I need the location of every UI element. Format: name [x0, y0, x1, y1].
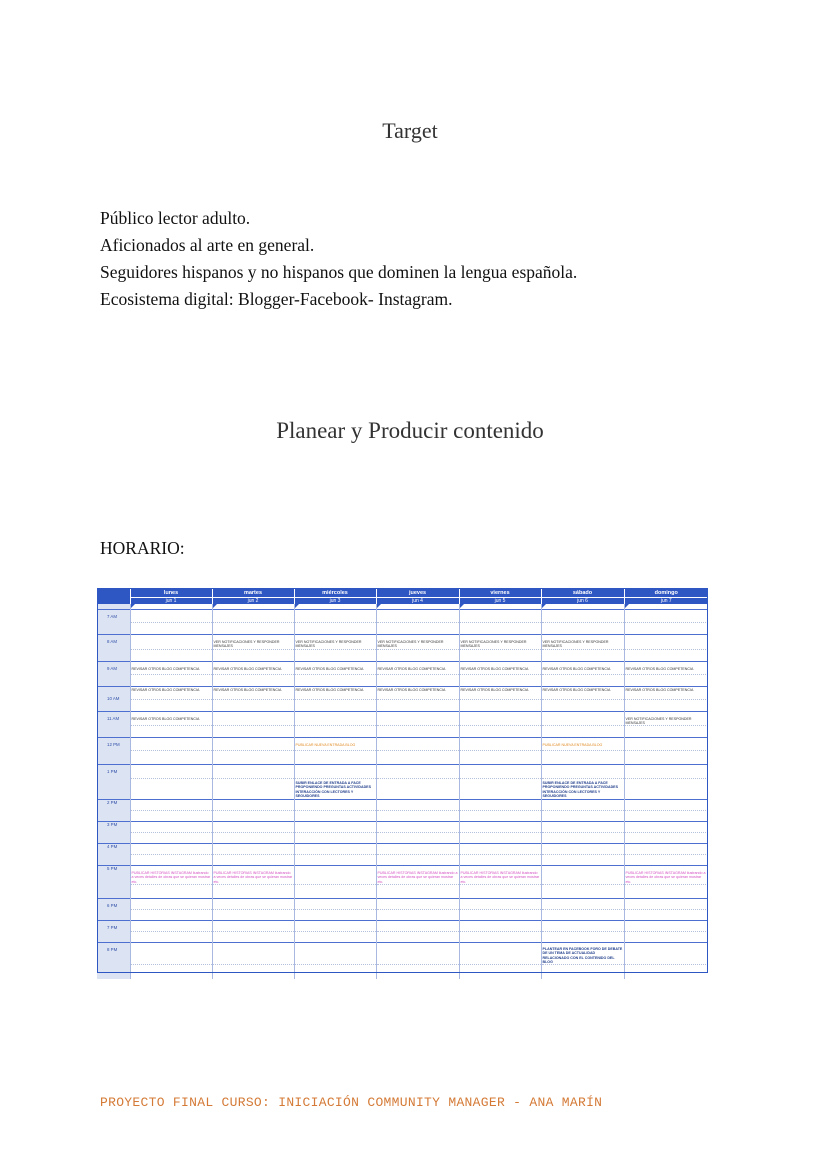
event-cell[interactable]: REVISAR OTROS BLOG COMPETENCIA	[130, 711, 212, 726]
schedule-corner	[97, 588, 130, 604]
event-cell[interactable]: REVISAR OTROS BLOG COMPETENCIA	[624, 686, 708, 699]
event-cell[interactable]: REVISAR OTROS BLOG COMPETENCIA	[376, 686, 459, 699]
event-cell[interactable]: SUBIR ENLACE DE ENTRADA A FACE PROPONIENDO PREGUNTAS ACTIVIDADES INTERACCIÓN CON LECTORES Y SEGUIDORES	[294, 779, 376, 800]
event-cell[interactable]: SUBIR ENLACE DE ENTRADA A FACE PROPONIENDO PREGUNTAS ACTIVIDADES INTERACCIÓN CON LECTORES Y SEGUIDORES	[541, 779, 624, 800]
event-cell[interactable]: REVISAR OTROS BLOG COMPETENCIA	[212, 686, 294, 699]
event-cell[interactable]: REVISAR OTROS BLOG COMPETENCIA	[541, 661, 624, 674]
time-label: 4 PM	[97, 844, 130, 866]
target-description	[100, 205, 577, 313]
date-header: jun 5	[459, 598, 541, 605]
event-cell[interactable]: REVISAR OTROS BLOG COMPETENCIA	[212, 661, 294, 674]
day-header: lunes	[130, 588, 212, 598]
time-label: 9 AM	[97, 661, 130, 686]
day-header: martes	[212, 588, 294, 598]
event-cell[interactable]: PUBLICAR HISTORIAS INSTAGRAM ilustrando a veces detalles de obras que se quieran mostrar etc.	[459, 866, 541, 885]
time-label: 1 PM	[97, 765, 130, 800]
time-label: 2 PM	[97, 800, 130, 822]
event-cell[interactable]: REVISAR OTROS BLOG COMPETENCIA	[459, 686, 541, 699]
time-label: 3 PM	[97, 822, 130, 844]
target-line: Público lector adulto.	[100, 208, 251, 228]
event-cell[interactable]: REVISAR OTROS BLOG COMPETENCIA	[130, 686, 212, 699]
target-line: Ecosistema digital: Blogger-Facebook- Instagram.	[100, 289, 453, 309]
event-cell[interactable]: PUBLICAR HISTORIAS INSTAGRAM ilustrando a veces detalles de obras que se quieran mostrar etc.	[624, 866, 708, 885]
day-header: jueves	[376, 588, 459, 598]
plan-title: Planear y Producir contenido	[276, 418, 544, 443]
event-cell[interactable]: VER NOTIFICACIONES Y RESPONDER MENSAJES	[624, 711, 708, 726]
event-cell[interactable]: VER NOTIFICACIONES Y RESPONDER MENSAJES	[541, 635, 624, 650]
footer: PROYECTO FINAL CURSO: INICIACIÓN COMMUNITY MANAGER - ANA MARÍN	[100, 1095, 603, 1110]
date-header: jun 3	[294, 598, 376, 605]
time-label: 11 AM	[97, 711, 130, 738]
date-header: jun 6	[541, 598, 624, 605]
time-label: 10 AM	[97, 686, 130, 711]
event-cell[interactable]: REVISAR OTROS BLOG COMPETENCIA	[459, 661, 541, 674]
event-cell[interactable]: REVISAR OTROS BLOG COMPETENCIA	[130, 661, 212, 674]
day-header: miércoles	[294, 588, 376, 598]
date-header: jun 7	[624, 598, 708, 605]
event-cell[interactable]: PUBLICAR NUEVA ENTRADA BLOG	[541, 738, 624, 751]
date-header: jun 2	[212, 598, 294, 605]
time-label: 7 AM	[97, 610, 130, 635]
date-header: jun 1	[130, 598, 212, 605]
day-header: sábado	[541, 588, 624, 598]
event-cell[interactable]: VER NOTIFICACIONES Y RESPONDER MENSAJES	[212, 635, 294, 650]
time-label: 5 PM	[97, 866, 130, 899]
target-line: Seguidores hispanos y no hispanos que dominen la lengua española.	[100, 262, 578, 282]
target-title: Target	[382, 118, 438, 143]
time-label: 12 PM	[97, 738, 130, 765]
event-cell[interactable]: VER NOTIFICACIONES Y RESPONDER MENSAJES	[376, 635, 459, 650]
event-cell[interactable]: PUBLICAR HISTORIAS INSTAGRAM ilustrando a veces detalles de obras que se quieran mostrar etc.	[130, 866, 212, 885]
target-line: Aficionados al arte en general.	[100, 235, 315, 255]
event-cell[interactable]: REVISAR OTROS BLOG COMPETENCIA	[294, 661, 376, 674]
time-label: 6 PM	[97, 899, 130, 921]
event-cell[interactable]: PLANTEAR EN FACEBOOK FORO DE DEBATE DE UN TEMA DE ACTUALIDAD RELACIONADO CON EL CONTENIDO DEL BLOG	[541, 943, 624, 965]
event-cell[interactable]: PUBLICAR HISTORIAS INSTAGRAM ilustrando a veces detalles de obras que se quieran mostrar etc.	[212, 866, 294, 885]
event-cell[interactable]: REVISAR OTROS BLOG COMPETENCIA	[624, 661, 708, 674]
event-cell[interactable]: REVISAR OTROS BLOG COMPETENCIA	[376, 661, 459, 674]
event-cell[interactable]: VER NOTIFICACIONES Y RESPONDER MENSAJES	[459, 635, 541, 650]
day-header: viernes	[459, 588, 541, 598]
time-label: 8 AM	[97, 635, 130, 662]
event-cell[interactable]: VER NOTIFICACIONES Y RESPONDER MENSAJES	[294, 635, 376, 650]
time-label: 8 PM	[97, 943, 130, 979]
event-cell[interactable]: REVISAR OTROS BLOG COMPETENCIA	[294, 686, 376, 699]
day-header: domingo	[624, 588, 708, 598]
horario-label: HORARIO:	[100, 538, 185, 558]
schedule-table	[97, 588, 708, 973]
event-cell[interactable]: PUBLICAR HISTORIAS INSTAGRAM ilustrando a veces detalles de obras que se quieran mostrar etc.	[376, 866, 459, 885]
event-cell[interactable]: REVISAR OTROS BLOG COMPETENCIA	[541, 686, 624, 699]
time-label: 7 PM	[97, 921, 130, 943]
date-header: jun 4	[376, 598, 459, 605]
event-cell[interactable]: PUBLICAR NUEVA ENTRADA BLOG	[294, 738, 376, 751]
